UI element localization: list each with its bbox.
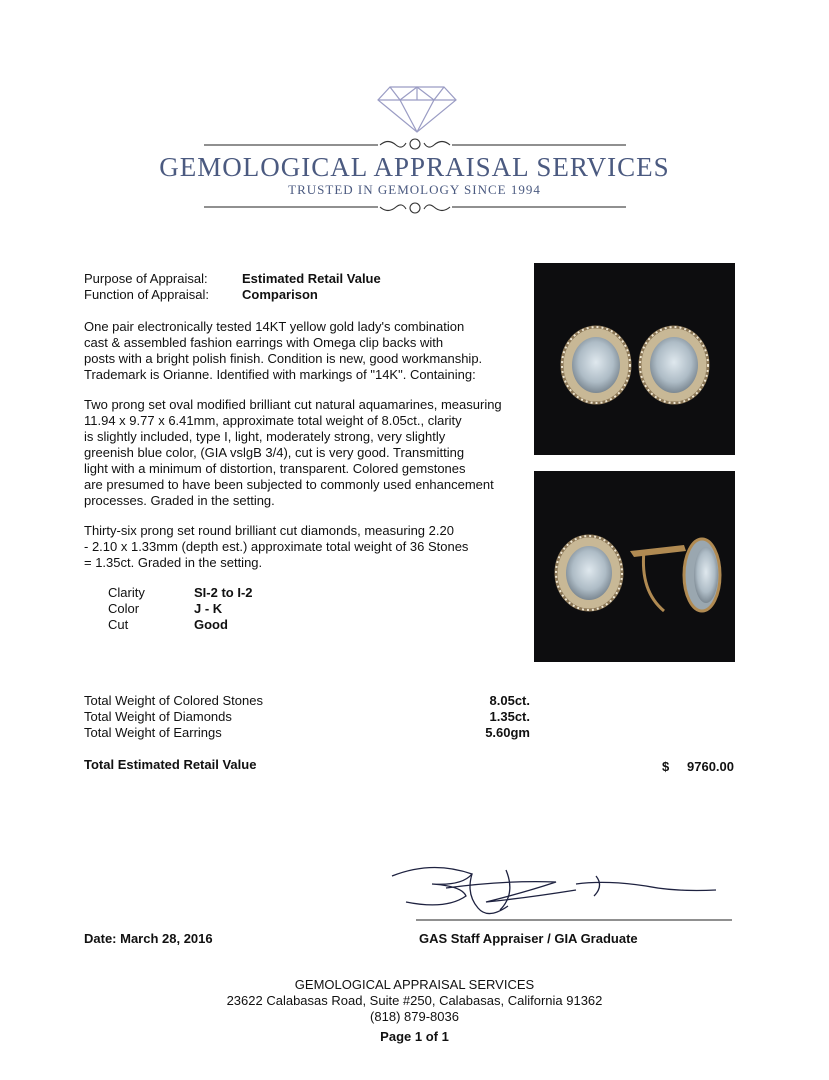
signature-icon bbox=[386, 858, 736, 926]
grade-label-color: Color bbox=[108, 601, 140, 616]
grade-label-cut: Cut bbox=[108, 617, 129, 632]
item-description: One pair electronically tested 14KT yellow gold lady's combination cast & assembled fashion earrings with Omega clip backs with posts with a bright polish finish. Condition is new, good workmanship. Trademark is Orianne. Identified with markings of "14K". Containing: bbox=[84, 319, 483, 382]
total-label-earrings: Total Weight of Earrings bbox=[84, 725, 222, 740]
top-flourish-icon bbox=[202, 136, 628, 152]
diamond-logo-icon bbox=[376, 84, 458, 134]
diamonds-description: Thirty-six prong set round brilliant cut diamonds, measuring 2.20 - 2.10 x 1.33mm (depth est.) approximate total weight of 36 Stones = 1.35ct. Graded in the setting. bbox=[84, 523, 469, 570]
appraisal-date: Date: March 28, 2016 bbox=[84, 931, 213, 946]
earrings-front-photo bbox=[534, 263, 735, 455]
retail-amount: 9760.00 bbox=[687, 759, 734, 774]
footer-address: 23622 Calabasas Road, Suite #250, Calabasas, California 91362 bbox=[226, 993, 603, 1008]
earrings-front-image bbox=[534, 263, 735, 455]
total-label-colored-stones: Total Weight of Colored Stones bbox=[84, 693, 263, 708]
footer-org: GEMOLOGICAL APPRAISAL SERVICES bbox=[294, 977, 535, 992]
function-label: Function of Appraisal: bbox=[84, 287, 210, 302]
earrings-side-photo bbox=[534, 471, 735, 662]
footer-phone: (818) 879-8036 bbox=[370, 1009, 459, 1024]
tagline: TRUSTED IN GEMOLOGY SINCE 1994 bbox=[288, 182, 541, 197]
appraiser-title: GAS Staff Appraiser / GIA Graduate bbox=[419, 931, 638, 946]
function-value: Comparison bbox=[242, 287, 318, 302]
total-value-earrings: 5.60gm bbox=[485, 725, 530, 740]
total-label-diamonds: Total Weight of Diamonds bbox=[84, 709, 232, 724]
grade-value-clarity: SI-2 to I-2 bbox=[194, 585, 253, 600]
grade-label-clarity: Clarity bbox=[108, 585, 145, 600]
page-number: Page 1 of 1 bbox=[380, 1029, 449, 1044]
purpose-label: Purpose of Appraisal: bbox=[84, 271, 208, 286]
grade-value-cut: Good bbox=[194, 617, 228, 632]
bottom-flourish-icon bbox=[202, 199, 628, 217]
total-value-colored-stones: 8.05ct. bbox=[489, 693, 530, 708]
total-value-diamonds: 1.35ct. bbox=[489, 709, 530, 724]
retail-currency: $ bbox=[662, 759, 670, 774]
earrings-side-image bbox=[534, 471, 735, 662]
colored-stones-description: Two prong set oval modified brilliant cut natural aquamarines, measuring 11.94 x 9.77 x 6.41mm, approximate total weight of 8.05ct., clarity is slightly included, type I, light, moderately strong, very slightly greenish blue color, (GIA vslgB 3/4), cut is very good. Transmitting light with a minimum of distortion, transparent. Colored gemstones are presumed to have been subjected to commonly used enhancement processes. Graded in the setting. bbox=[84, 397, 502, 508]
retail-value-label: Total Estimated Retail Value bbox=[84, 757, 257, 772]
org-name: GEMOLOGICAL APPRAISAL SERVICES bbox=[159, 152, 670, 182]
purpose-value: Estimated Retail Value bbox=[242, 271, 381, 286]
grade-value-color: J - K bbox=[194, 601, 223, 616]
